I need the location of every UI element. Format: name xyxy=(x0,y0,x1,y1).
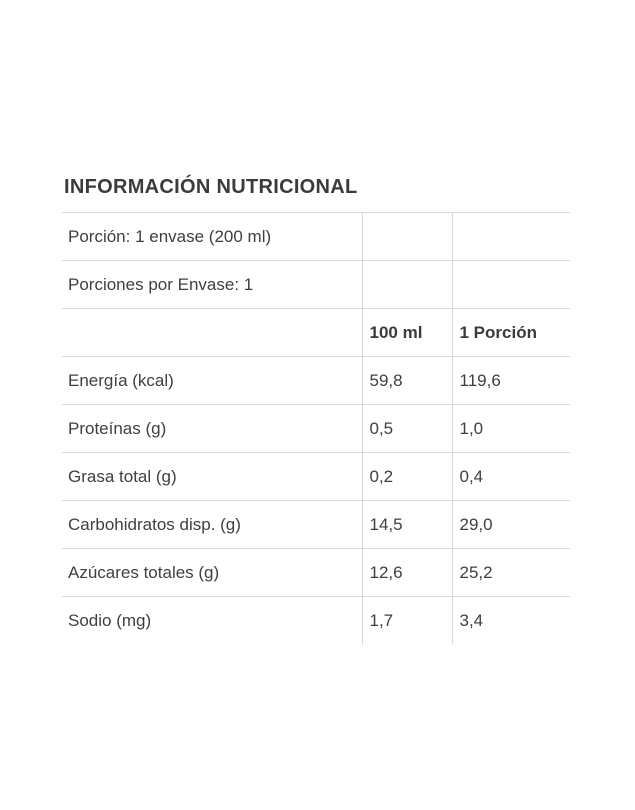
table-header-row xyxy=(62,309,570,357)
table-row-azucares-totales xyxy=(62,549,570,597)
value-100ml: 0,5 xyxy=(362,405,452,453)
value-1porcion: 25,2 xyxy=(452,549,570,597)
value-1porcion: 0,4 xyxy=(452,453,570,501)
nutrition-panel xyxy=(62,176,570,644)
empty-cell xyxy=(62,309,362,357)
row-label: Porción: 1 envase (200 ml) xyxy=(62,213,362,261)
value-100ml: 12,6 xyxy=(362,549,452,597)
row-label: Carbohidratos disp. (g) xyxy=(62,501,362,549)
value-1porcion: 3,4 xyxy=(452,597,570,645)
empty-cell xyxy=(362,213,452,261)
row-label: Azúcares totales (g) xyxy=(62,549,362,597)
empty-cell xyxy=(452,213,570,261)
row-label: Proteínas (g) xyxy=(62,405,362,453)
table-row-grasa-total xyxy=(62,453,570,501)
table-row-carbohidratos xyxy=(62,501,570,549)
value-100ml: 0,2 xyxy=(362,453,452,501)
row-label: Grasa total (g) xyxy=(62,453,362,501)
table-row-portion xyxy=(62,213,570,261)
value-1porcion: 119,6 xyxy=(452,357,570,405)
value-100ml: 14,5 xyxy=(362,501,452,549)
empty-cell xyxy=(452,261,570,309)
table-row-portions-per-package xyxy=(62,261,570,309)
empty-cell xyxy=(362,261,452,309)
page-title: INFORMACIÓN NUTRICIONAL xyxy=(64,176,358,198)
row-label: Porciones por Envase: 1 xyxy=(62,261,362,309)
column-header-1porcion: 1 Porción xyxy=(452,309,570,357)
table-row-energia xyxy=(62,357,570,405)
column-header-100ml: 100 ml xyxy=(362,309,452,357)
row-label: Energía (kcal) xyxy=(62,357,362,405)
table-row-proteinas xyxy=(62,405,570,453)
row-label: Sodio (mg) xyxy=(62,597,362,645)
value-100ml: 59,8 xyxy=(362,357,452,405)
table-row-sodio xyxy=(62,597,570,645)
nutrition-table xyxy=(62,212,570,644)
value-1porcion: 1,0 xyxy=(452,405,570,453)
value-1porcion: 29,0 xyxy=(452,501,570,549)
value-100ml: 1,7 xyxy=(362,597,452,645)
